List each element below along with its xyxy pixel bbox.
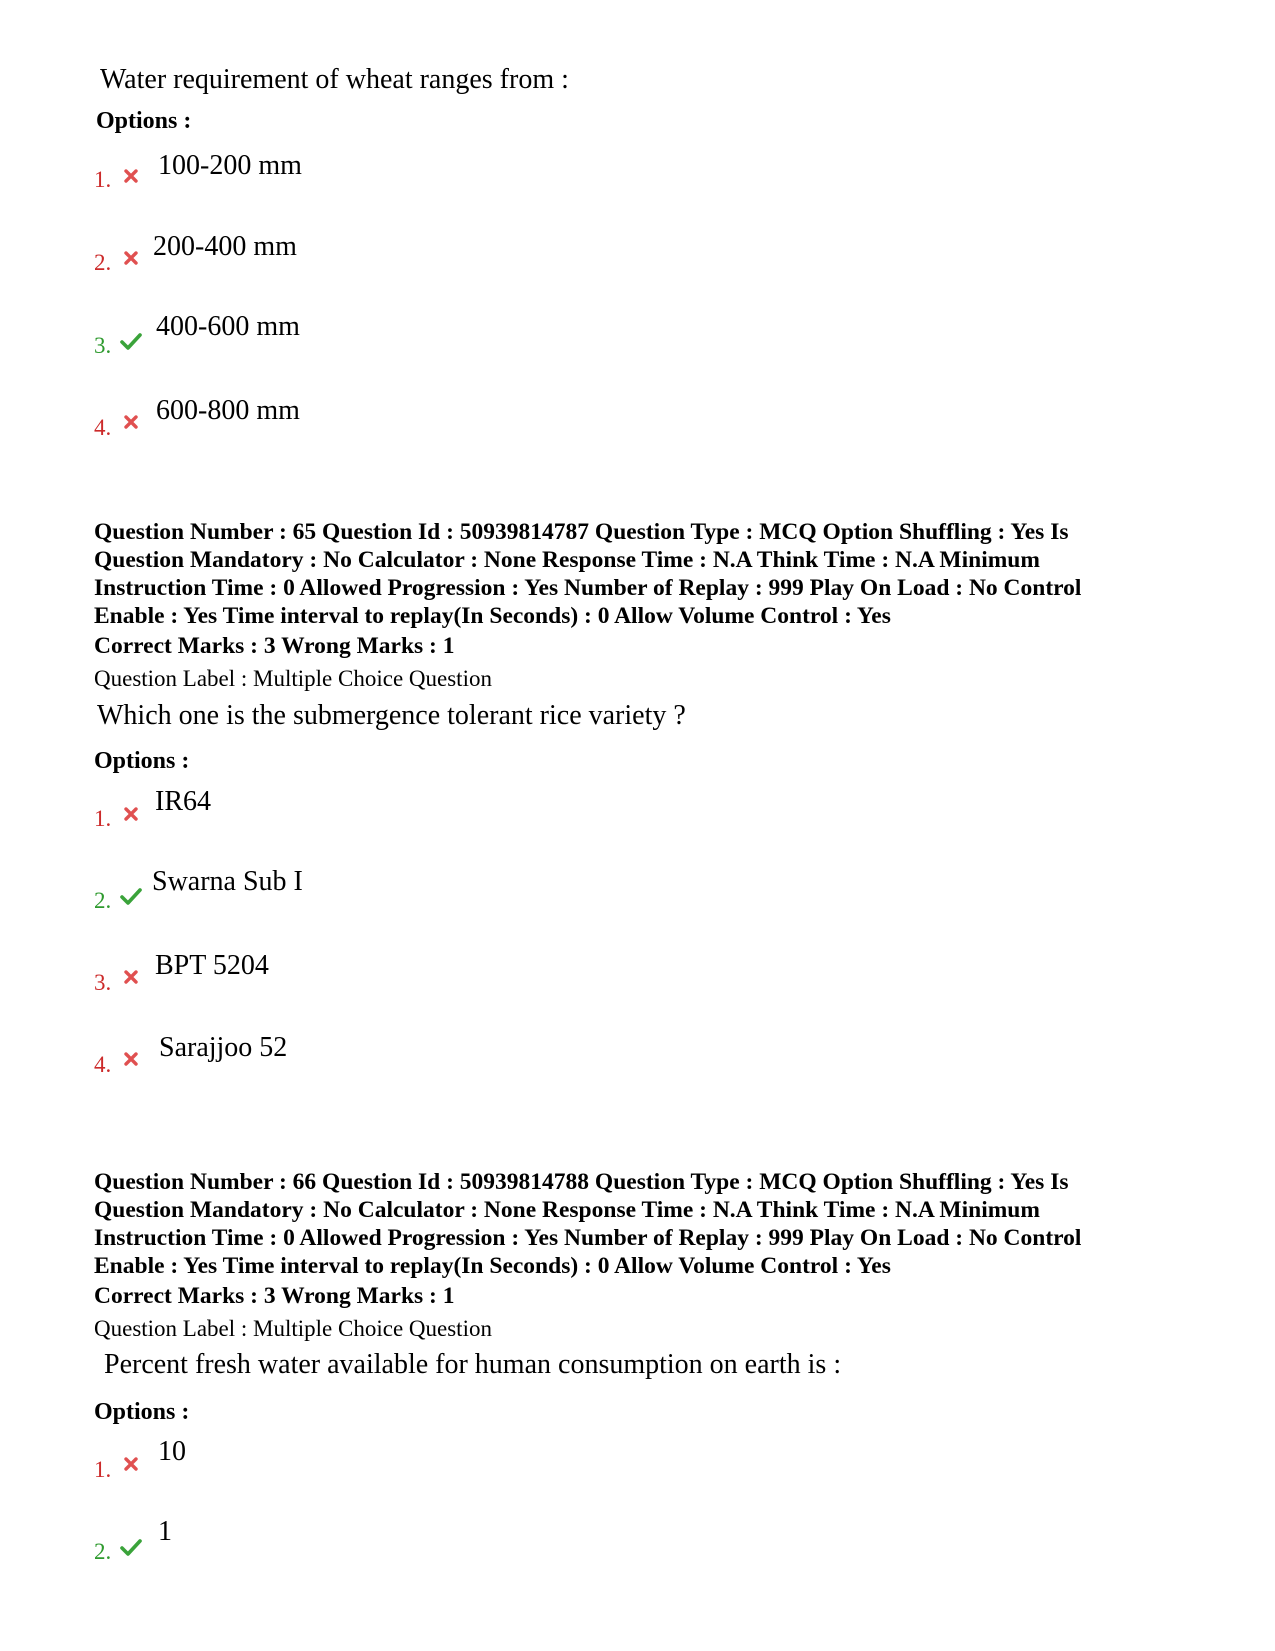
option-number: 2. xyxy=(94,1539,112,1564)
option-number: 2. xyxy=(94,888,112,913)
cross-icon xyxy=(123,969,139,985)
marks-line: Correct Marks : 3 Wrong Marks : 1 xyxy=(94,1283,455,1309)
option-text: 600-800 mm xyxy=(156,395,300,426)
option-number: 1. xyxy=(94,167,112,192)
meta-line: Question Number : 65 Question Id : 50939814787 Question Type : MCQ Option Shuffling : Yes Is xyxy=(94,519,1069,545)
cross-icon xyxy=(123,1456,139,1472)
option-text: Sarajjoo 52 xyxy=(159,1032,288,1063)
question-label: Question Label : Multiple Choice Question xyxy=(94,666,492,691)
option-number: 4. xyxy=(94,415,112,440)
question-text: Which one is the submergence tolerant rice variety ? xyxy=(97,700,686,731)
option-number: 1. xyxy=(94,1457,112,1482)
meta-line: Instruction Time : 0 Allowed Progression : Yes Number of Replay : 999 Play On Load : No Control xyxy=(94,575,1082,601)
meta-line: Enable : Yes Time interval to replay(In Seconds) : 0 Allow Volume Control : Yes xyxy=(94,1253,891,1279)
cross-icon xyxy=(123,250,139,266)
meta-line: Question Mandatory : No Calculator : None Response Time : N.A Think Time : N.A Minimum xyxy=(94,547,1040,573)
question-meta xyxy=(94,518,1204,630)
option-text: 100-200 mm xyxy=(158,150,302,181)
meta-line: Instruction Time : 0 Allowed Progression : Yes Number of Replay : 999 Play On Load : No Control xyxy=(94,1225,1082,1251)
options-heading: Options : xyxy=(96,108,192,134)
option-text: 200-400 mm xyxy=(153,231,297,262)
cross-icon xyxy=(123,168,139,184)
options-heading: Options : xyxy=(94,1399,190,1425)
options-heading: Options : xyxy=(94,748,190,774)
cross-icon xyxy=(123,806,139,822)
check-icon xyxy=(120,887,142,905)
marks-line: Correct Marks : 3 Wrong Marks : 1 xyxy=(94,633,455,659)
option-number: 1. xyxy=(94,806,112,831)
cross-icon xyxy=(123,1051,139,1067)
option-text: 1 xyxy=(158,1516,172,1547)
meta-line: Enable : Yes Time interval to replay(In Seconds) : 0 Allow Volume Control : Yes xyxy=(94,603,891,629)
option-text: Swarna Sub I xyxy=(152,866,303,897)
option-text: IR64 xyxy=(155,786,211,817)
option-number: 2. xyxy=(94,250,112,275)
option-text: 10 xyxy=(158,1436,186,1467)
option-number: 4. xyxy=(94,1052,112,1077)
question-text: Percent fresh water available for human consumption on earth is : xyxy=(104,1349,842,1380)
option-text: BPT 5204 xyxy=(155,950,269,981)
meta-line: Question Number : 66 Question Id : 50939814788 Question Type : MCQ Option Shuffling : Yes Is xyxy=(94,1169,1069,1195)
check-icon xyxy=(120,1538,142,1556)
question-meta xyxy=(94,1168,1204,1280)
question-text: Water requirement of wheat ranges from : xyxy=(100,64,569,95)
cross-icon xyxy=(123,414,139,430)
meta-line: Question Mandatory : No Calculator : None Response Time : N.A Think Time : N.A Minimum xyxy=(94,1197,1040,1223)
option-text: 400-600 mm xyxy=(156,311,300,342)
option-number: 3. xyxy=(94,333,112,358)
check-icon xyxy=(120,332,142,350)
question-label: Question Label : Multiple Choice Question xyxy=(94,1316,492,1341)
option-number: 3. xyxy=(94,970,112,995)
